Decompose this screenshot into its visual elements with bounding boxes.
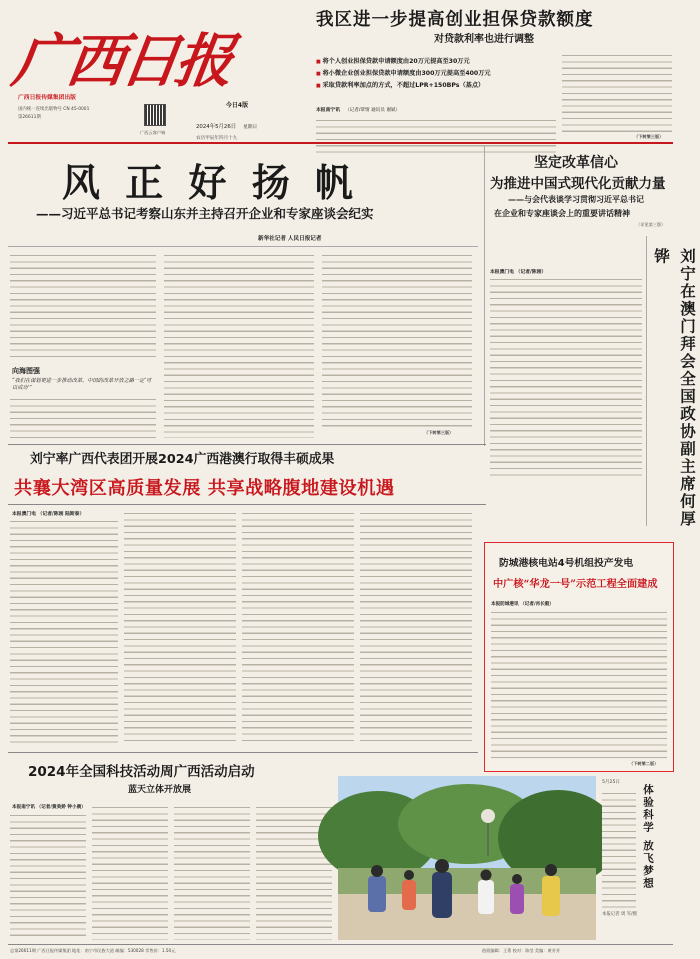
lead-body xyxy=(316,96,556,153)
boxed-byline: 本报防城港讯 （记者/肖长毅） xyxy=(491,602,554,607)
feature-col3 xyxy=(322,252,472,430)
issue-date: 2024年5月26日 xyxy=(196,124,237,130)
lead-right-column xyxy=(562,52,672,134)
footer-left: 总第26611期 广西日报传媒集团 地址：南宁市民族大道 邮编：530028 零售价：1.50元 xyxy=(10,948,176,953)
delegation-byline: 本报澳门电 （记者/陈刚 陆斯泰） xyxy=(12,512,85,517)
lunar-date: 农历甲辰年四月十九 xyxy=(196,136,238,141)
science-subtitle: 蓝天立体开放展 xyxy=(128,785,192,795)
lead-body-text xyxy=(316,117,556,153)
science-col1 xyxy=(10,812,86,940)
feature-col2 xyxy=(164,252,314,438)
lead-bullet: ■ 采取贷款利率加点的方式，不超过LPR+150BPs（基点） xyxy=(316,80,491,89)
delegation-col4 xyxy=(360,510,472,746)
lead-bullet: ■ 将小微企业创业担保贷款申请额度由300万元提高至400万元 xyxy=(316,68,491,77)
feature-col1 xyxy=(10,252,156,362)
lead-title: 我区进一步提高创业担保贷款额度 xyxy=(316,10,594,30)
boxed-news xyxy=(484,542,674,772)
photo-scene xyxy=(338,776,596,940)
issue-number: 第26611期 xyxy=(18,115,41,120)
editorial-source: （详见第三版） xyxy=(636,222,666,227)
editorial-sub2: 在企业和专家座谈会上的重要讲话精神 xyxy=(494,209,630,218)
footer-right: 值班编辑：王菁 校对：陈莹 美编：黄芳芳 xyxy=(482,948,561,953)
feature-col1b xyxy=(10,396,156,438)
lead-byline: 本报南宁讯 xyxy=(316,108,340,113)
editorial-sub1: ——与会代表谈学习贯彻习近平总书记 xyxy=(508,195,644,204)
weekday: 星期日 xyxy=(243,125,258,130)
newspaper-logo: 广西日报 xyxy=(8,27,235,95)
lead-continued: （下转第三版） xyxy=(634,134,664,139)
delegation-col3 xyxy=(242,510,354,746)
qr-code xyxy=(144,104,166,126)
science-col2 xyxy=(92,804,168,940)
lead-subtitle: 对贷款利率也进行调整 xyxy=(434,34,534,45)
lead-bullets xyxy=(316,56,491,89)
page-count: 今日4版 xyxy=(225,102,249,109)
delegation-col1 xyxy=(10,518,118,746)
boxed-continued: （下转第二版） xyxy=(629,761,659,766)
editorial-title1: 坚定改革信心 xyxy=(534,155,618,171)
date-block xyxy=(196,100,278,141)
delegation-headline: 共襄大湾区高质量发展 共享战略腹地建设机遇 xyxy=(14,478,395,499)
photo-caption xyxy=(602,790,636,908)
cn-number: 国内统一连续出版物号 CN 45-0001 xyxy=(18,107,90,112)
boxed-body xyxy=(491,609,667,761)
delegation-col2 xyxy=(124,510,236,746)
lead-bullet: ■ 将个人创业担保贷款申请额度由20万元提高至30万元 xyxy=(316,56,491,65)
editorial-title2: 为推进中国式现代化贡献力量 xyxy=(490,176,666,192)
pullquote: “我们在谋划更进一步推动改革、中国的改革开放之路一定‘可以成功’” xyxy=(12,378,152,391)
boxed-headline: 中广核“华龙一号”示范工程全面建成 xyxy=(493,578,658,590)
science-byline: 本报南宁讯 （记者/黄美娇 钟小晨） xyxy=(12,805,86,810)
photo-caption-date: 5月25日 xyxy=(602,780,620,785)
qr-caption: 广西云客户端 xyxy=(140,130,166,135)
publisher-name: 广西日报传媒集团出版 xyxy=(18,95,76,101)
science-title: 2024年全国科技活动周广西活动启动 xyxy=(28,764,255,780)
news-photo xyxy=(338,776,596,940)
lead-reporter: （记者/覃情 通讯员 谢斌） xyxy=(345,108,401,113)
editorial-body xyxy=(490,276,642,476)
editorial-byline: 本报澳门电 （记者/陈刚） xyxy=(490,270,547,275)
photo-vertical-title: 体验科学 放飞梦想 xyxy=(642,784,654,890)
boxed-kicker: 防城港核电站4号机组投产发电 xyxy=(499,558,634,569)
feature-source: 新华社记者 人民日报记者 xyxy=(258,236,322,242)
feature-subtitle: ——习近平总书记考察山东并主持召开企业和专家座谈会纪实 xyxy=(36,206,374,221)
side-headline: 刘宁在澳门拜会全国政协副主席何厚铧 xyxy=(652,248,696,528)
masthead xyxy=(0,0,681,142)
science-col3 xyxy=(174,804,250,940)
feature-continued: （下转第三版） xyxy=(424,430,454,435)
feature-title: 风 正 好 扬 帆 xyxy=(62,160,359,205)
delegation-kicker: 刘宁率广西代表团开展2024广西港澳行取得丰硕成果 xyxy=(30,452,335,467)
pullquote-head: 向海图强 xyxy=(12,367,40,375)
photo-credit: 本报记者 周 军/摄 xyxy=(602,912,638,917)
